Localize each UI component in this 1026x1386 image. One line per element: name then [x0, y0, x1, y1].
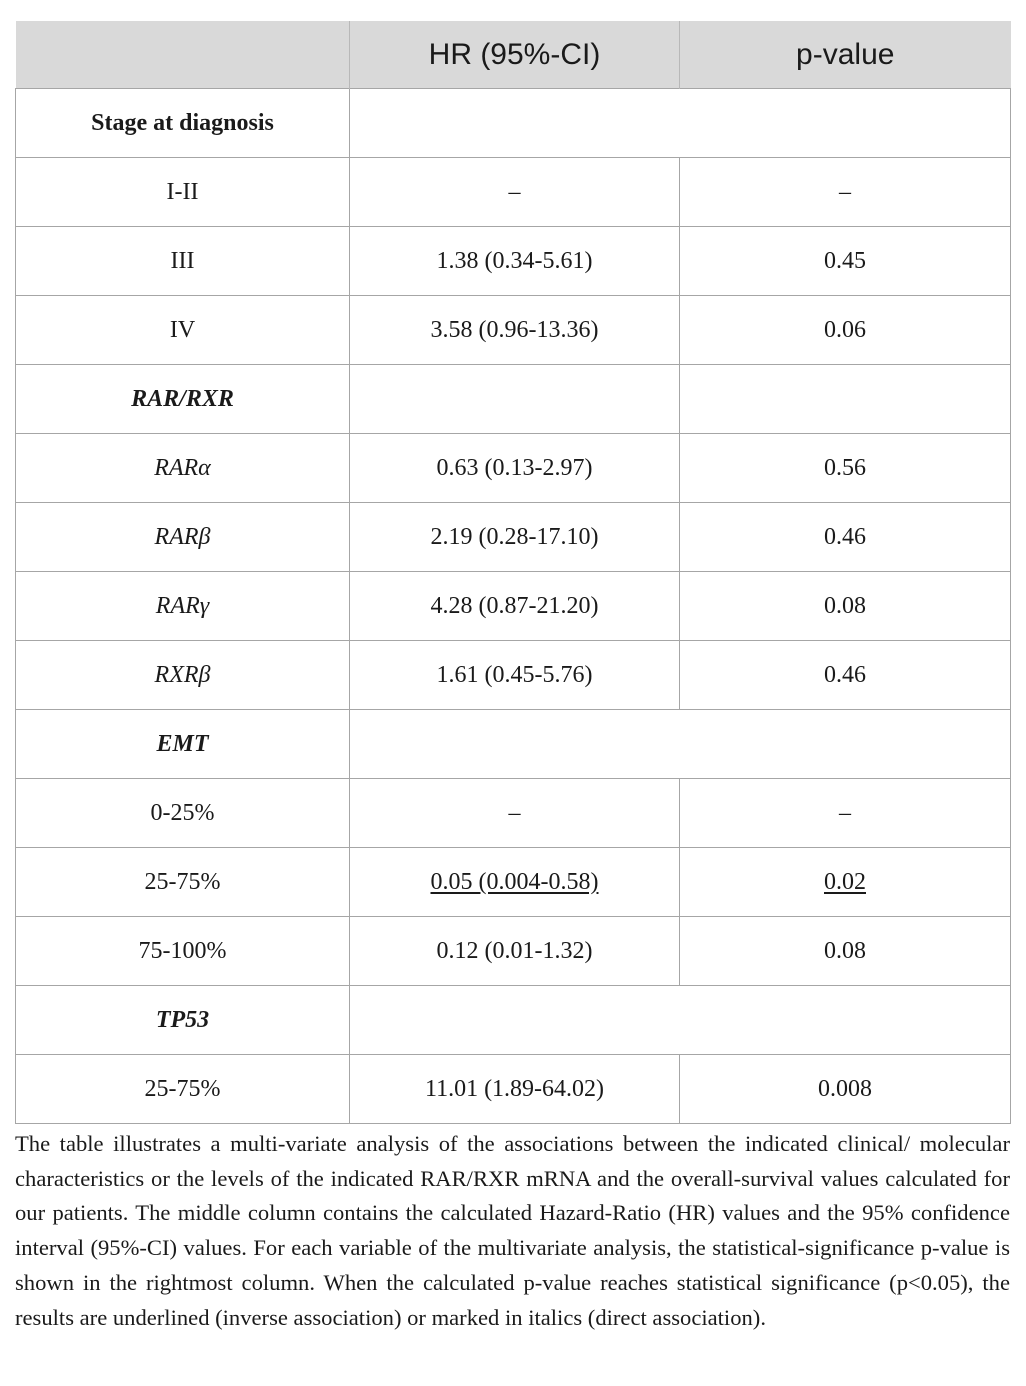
row-p-value-cell: [680, 848, 1011, 917]
row-hr: 3.58 (0.96-13.36): [350, 296, 680, 365]
row-hr: 4.28 (0.87-21.20): [350, 572, 680, 641]
row-hr: 1.61 (0.45-5.76): [350, 641, 680, 710]
table-row: [16, 779, 1011, 848]
table-row: [16, 296, 1011, 365]
row-hr: 11.01 (1.89-64.02): [350, 1055, 680, 1124]
section-row-emt: [16, 710, 1011, 779]
header-hr: HR (95%-CI): [350, 21, 680, 89]
section-blank: [350, 89, 1011, 158]
section-blank: [350, 986, 1011, 1055]
row-p-value: 0.008: [680, 1055, 1011, 1124]
table-row: [16, 917, 1011, 986]
row-label: 75-100%: [16, 917, 350, 986]
row-p-value: 0.08: [680, 572, 1011, 641]
section-blank: [350, 365, 680, 434]
row-label: RARβ: [16, 503, 350, 572]
row-p-value: 0.46: [680, 641, 1011, 710]
row-p-value: 0.06: [680, 296, 1011, 365]
row-hr: 0.12 (0.01-1.32): [350, 917, 680, 986]
row-p-value-underlined: 0.02: [824, 868, 866, 895]
table-row: [16, 641, 1011, 710]
table-row: [16, 227, 1011, 296]
row-label: RARα: [16, 434, 350, 503]
table-row: [16, 503, 1011, 572]
row-hr-underlined: 0.05 (0.004-0.58): [430, 868, 599, 895]
row-p-value: 0.46: [680, 503, 1011, 572]
table-caption: The table illustrates a multi-variate analysis of the associations between the indicated clinical/ molecular characteristics or the levels of the indicated RAR/RXR mRNA and the overall-survival values calculated for our patients. The middle column contains the calculated Hazard-Ratio (HR) values and the 95% confidence interval (95%-CI) values. For each variable of the multivariate analysis, the statistical-significance p-value is shown in the rightmost column. When the calculated p-value reaches statistical significance (p<0.05), the results are underlined (inverse association) or marked in italics (direct association).: [15, 1131, 1010, 1330]
header-p-value: p-value: [680, 21, 1011, 89]
row-label: RXRβ: [16, 641, 350, 710]
row-label: IV: [16, 296, 350, 365]
row-label: RARγ: [16, 572, 350, 641]
section-title-emt: EMT: [16, 710, 350, 779]
header-row: [16, 21, 1011, 89]
table-row: [16, 848, 1011, 917]
row-p-value: 0.08: [680, 917, 1011, 986]
row-label: 0-25%: [16, 779, 350, 848]
row-hr-cell: [350, 848, 680, 917]
section-row-stage: [16, 89, 1011, 158]
table-row: [16, 434, 1011, 503]
section-blank: [350, 710, 1011, 779]
section-title-rar-rxr: RAR/RXR: [16, 365, 350, 434]
table-container: [15, 21, 1010, 1124]
table-row: [16, 1055, 1011, 1124]
row-label: I-II: [16, 158, 350, 227]
table-row: [16, 572, 1011, 641]
section-blank: [680, 365, 1011, 434]
row-p-value: 0.56: [680, 434, 1011, 503]
hazard-ratio-table: [15, 21, 1011, 1124]
section-row-tp53: [16, 986, 1011, 1055]
table-row: [16, 158, 1011, 227]
row-p-value: 0.45: [680, 227, 1011, 296]
section-title-tp53: TP53: [16, 986, 350, 1055]
row-hr: 2.19 (0.28-17.10): [350, 503, 680, 572]
row-p-value: –: [680, 158, 1011, 227]
row-label: 25-75%: [16, 1055, 350, 1124]
section-row-rar-rxr: [16, 365, 1011, 434]
row-hr: –: [350, 779, 680, 848]
row-hr: –: [350, 158, 680, 227]
row-label: 25-75%: [16, 848, 350, 917]
row-p-value: –: [680, 779, 1011, 848]
row-label: III: [16, 227, 350, 296]
section-title-stage: Stage at diagnosis: [16, 89, 350, 158]
header-variable: [16, 21, 350, 89]
row-hr: 1.38 (0.34-5.61): [350, 227, 680, 296]
row-hr: 0.63 (0.13-2.97): [350, 434, 680, 503]
